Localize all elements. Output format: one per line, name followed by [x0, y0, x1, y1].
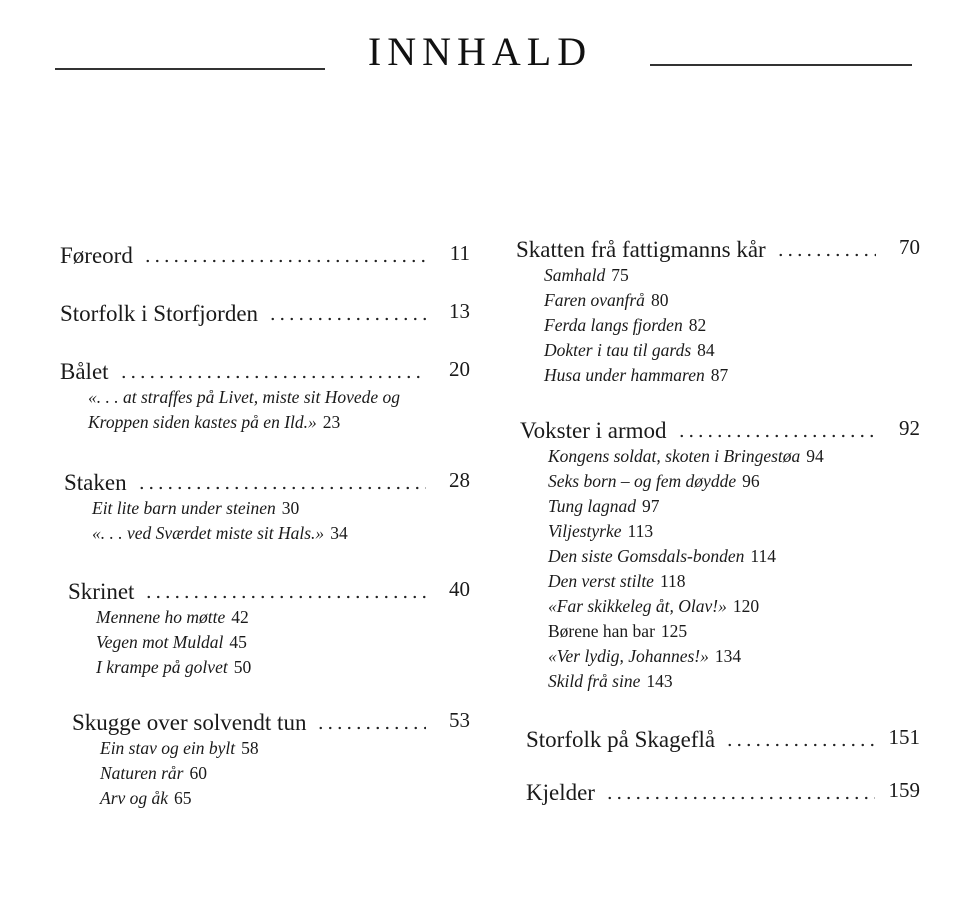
- dot-leader: [119, 375, 426, 379]
- entry-title: Føreord: [60, 243, 133, 268]
- toc-subentry: [548, 519, 920, 544]
- entry-title: Kjelder: [526, 780, 595, 805]
- subentry-page-number: 58: [241, 738, 259, 758]
- toc-right-column: [516, 0, 920, 921]
- subentry-title: Mennene ho møtte: [96, 607, 226, 627]
- subentry-page-number: 143: [646, 671, 673, 691]
- toc-section: [60, 243, 470, 269]
- toc-subentry: [548, 619, 920, 644]
- dot-leader: [143, 259, 426, 263]
- toc-subentry: [100, 736, 470, 761]
- subentry-page-number: 96: [742, 471, 760, 491]
- subentry-page-number: 125: [660, 621, 688, 641]
- subentry-title: Husa under hammaren: [544, 365, 705, 385]
- subentry-title: Samhald: [544, 265, 606, 285]
- toc-entry: [72, 710, 470, 736]
- subentry-title: Viljestyrke: [548, 521, 622, 541]
- toc-section: [60, 301, 470, 327]
- dot-leader: [137, 486, 426, 490]
- toc-entry: [526, 780, 920, 806]
- subentry-page-number: 87: [710, 365, 729, 385]
- toc-section: [516, 237, 920, 388]
- subentry-page-number: 97: [642, 496, 660, 516]
- subentry-title: Vegen mot Muldal: [96, 632, 224, 652]
- subentry-title: I krampe på golvet: [96, 657, 228, 677]
- subentry-page-number: 34: [330, 523, 348, 543]
- toc-entry: [60, 359, 470, 385]
- subentry-title: Ferda langs fjorden: [544, 315, 683, 335]
- toc-entry: [60, 243, 470, 269]
- toc-subentry: [100, 786, 470, 811]
- subentry-page-number: 60: [189, 763, 207, 783]
- toc-subentry: [548, 444, 920, 469]
- toc-subentry: [548, 469, 920, 494]
- toc-subentry: [544, 288, 920, 313]
- subentry-page-number: 82: [688, 315, 707, 335]
- subentry-title: Den siste Gomsdals-bonden: [548, 546, 745, 566]
- toc-subentry: [544, 338, 920, 363]
- toc-subentry: [548, 494, 920, 519]
- toc-section: [526, 780, 920, 806]
- subentry-page-number: 65: [174, 788, 192, 808]
- subentry-title: Arv og åk: [100, 788, 169, 808]
- entry-page-number: 28: [449, 468, 470, 492]
- toc-subentry: [544, 363, 920, 388]
- toc-section: [526, 727, 920, 753]
- toc-section: [72, 710, 470, 811]
- entry-title: Bålet: [60, 359, 109, 384]
- subentry-title: Dokter i tau til gards: [544, 340, 692, 360]
- toc-section: [64, 470, 470, 546]
- subentry-page-number: 45: [229, 632, 247, 652]
- toc-section: [520, 418, 920, 694]
- subentry-title: Kongens soldat, skoten i Bringestøa: [548, 446, 801, 466]
- subentry-page-number: 120: [732, 596, 760, 616]
- entry-page-number: 159: [888, 778, 920, 802]
- toc-subentry: [548, 594, 920, 619]
- subentry-title: Skild frå sine: [548, 671, 641, 691]
- dot-leader: [605, 796, 875, 800]
- toc-subentry: [100, 761, 470, 786]
- entry-title: Staken: [64, 470, 127, 495]
- subentry-page-number: 50: [233, 657, 252, 677]
- subentry-title: Børene han bar: [548, 621, 655, 641]
- subentry-page-number: 94: [806, 446, 824, 466]
- toc-subentry: [544, 263, 920, 288]
- toc-subentry: [88, 385, 428, 435]
- toc-subentry: [548, 669, 920, 694]
- toc-entry: [516, 237, 920, 263]
- subentry-title: Naturen rår: [100, 763, 184, 783]
- toc-subentry: [92, 496, 470, 521]
- entry-page-number: 151: [888, 725, 920, 749]
- entry-page-number: 13: [449, 299, 470, 323]
- dot-leader: [268, 317, 426, 321]
- entry-page-number: 92: [899, 416, 920, 440]
- toc-subentry: [92, 521, 470, 546]
- subentry-title: Faren ovanfrå: [544, 290, 645, 310]
- toc-subentry: [544, 313, 920, 338]
- subentry-title: «Far skikkeleg åt, Olav!»: [548, 596, 727, 616]
- entry-title: Skugge over solvendt tun: [72, 710, 307, 735]
- page-title: INNHALD: [367, 29, 593, 74]
- entry-page-number: 11: [449, 241, 470, 265]
- subentry-page-number: 114: [750, 546, 776, 566]
- subentry-page-number: 30: [281, 498, 300, 518]
- toc-subentry: [96, 605, 470, 630]
- toc-left-column: [60, 0, 470, 921]
- subentry-page-number: 84: [697, 340, 715, 360]
- subentry-title: «. . . at straffes på Livet, miste sit Hovede og Kroppen siden kastes på en Ild.»: [88, 387, 401, 432]
- dot-leader: [677, 434, 876, 438]
- subentry-title: Tung lagnad: [548, 496, 637, 516]
- subentry-title: Ein stav og ein bylt: [100, 738, 236, 758]
- subentry-title: «. . . ved Sværdet miste sit Hals.»: [92, 523, 325, 543]
- toc-entry: [60, 301, 470, 327]
- dot-leader: [144, 595, 426, 599]
- toc-entry: [526, 727, 920, 753]
- entry-title: Skrinet: [68, 579, 135, 604]
- toc-entry: [520, 418, 920, 444]
- toc-subentry: [548, 569, 920, 594]
- subentry-page-number: 134: [714, 646, 742, 666]
- entry-page-number: 20: [449, 357, 470, 381]
- dot-leader: [776, 253, 876, 257]
- dot-leader: [316, 726, 426, 730]
- entry-page-number: 70: [899, 235, 920, 259]
- dot-leader: [725, 743, 874, 747]
- subentry-page-number: 118: [659, 571, 686, 591]
- toc-subentry: [548, 544, 920, 569]
- entry-title: Vokster i armod: [520, 418, 667, 443]
- toc-subentry: [96, 630, 470, 655]
- subentry-page-number: 80: [650, 290, 669, 310]
- entry-page-number: 53: [449, 708, 470, 732]
- entry-title: Storfolk i Storfjorden: [60, 301, 259, 326]
- entry-title: Storfolk på Skageflå: [526, 727, 716, 752]
- toc-entry: [68, 579, 470, 605]
- toc-entry: [64, 470, 470, 496]
- toc-subentry: [96, 655, 470, 680]
- subentry-page-number: 23: [322, 412, 341, 432]
- subentry-page-number: 42: [231, 607, 249, 627]
- toc-subentry: [548, 644, 920, 669]
- subentry-page-number: 75: [611, 265, 629, 285]
- entry-title: Skatten frå fattigmanns kår: [516, 237, 766, 262]
- subentry-title: Seks born – og fem døydde: [548, 471, 737, 491]
- subentry-title: Den verst stilte: [548, 571, 654, 591]
- entry-page-number: 40: [449, 577, 470, 601]
- toc-section: [68, 579, 470, 680]
- subentry-title: «Ver lydig, Johannes!»: [548, 646, 709, 666]
- subentry-page-number: 113: [627, 521, 654, 541]
- subentry-title: Eit lite barn under steinen: [92, 498, 276, 518]
- toc-section: [60, 359, 470, 435]
